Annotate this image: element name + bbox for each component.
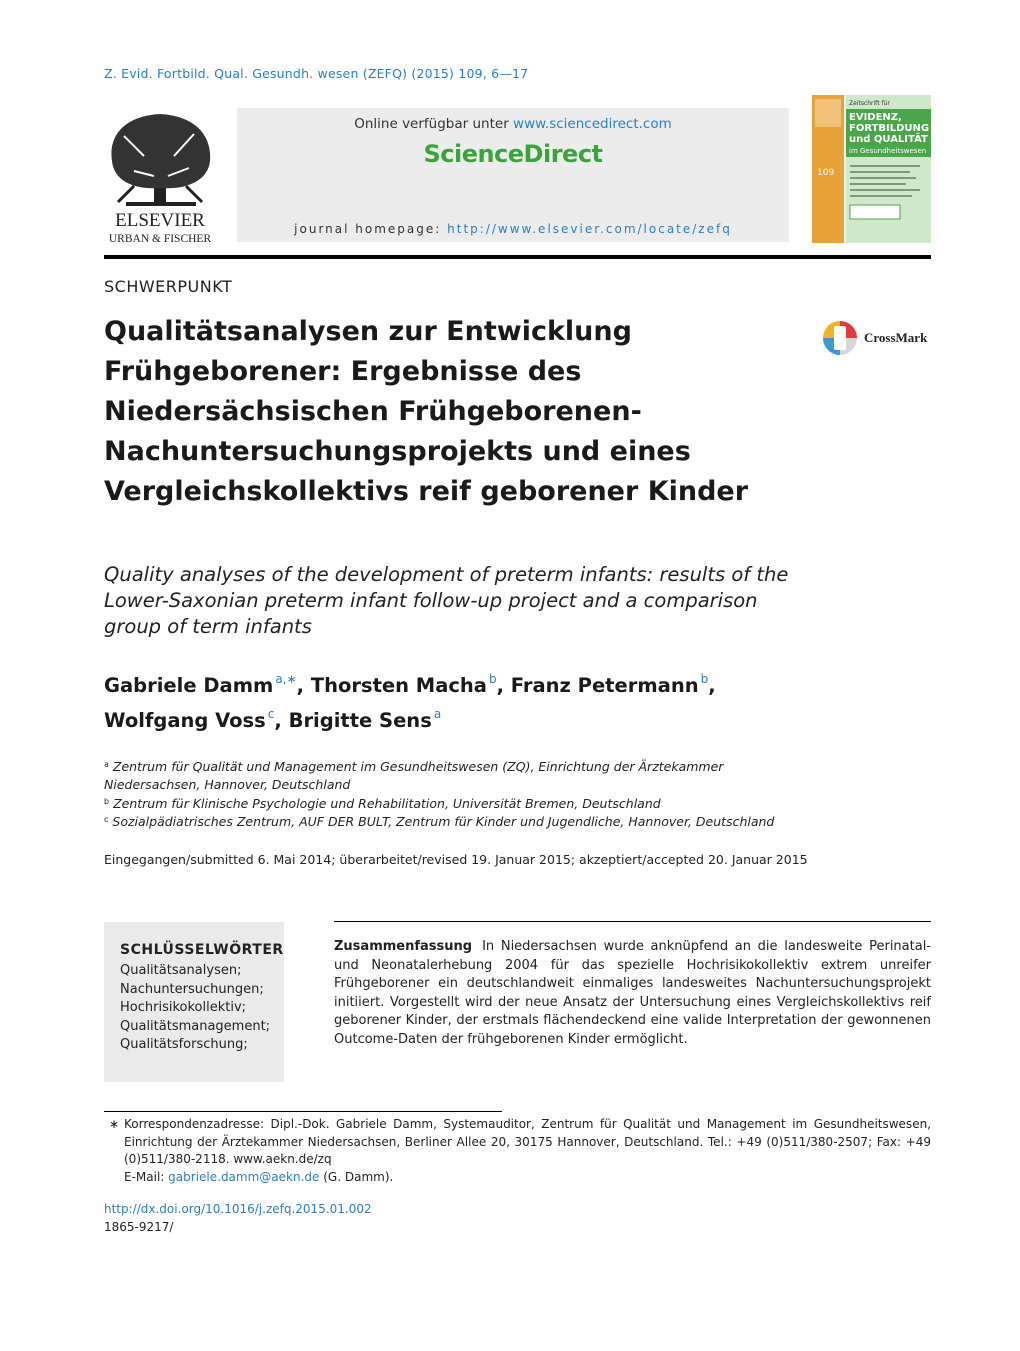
- section-label: SCHWERPUNKT: [104, 277, 233, 296]
- cover-line4: und QUALITÄT: [849, 134, 928, 145]
- keyword-item: Hochrisikokollektiv;: [120, 1000, 247, 1015]
- author-affiliation-mark[interactable]: a: [433, 707, 442, 721]
- journal-cover-image: [812, 95, 931, 243]
- crossmark-icon: [822, 318, 934, 358]
- affiliation-a: [104, 756, 804, 794]
- affiliation-b: [104, 793, 804, 813]
- affiliation-mark: b: [104, 797, 110, 806]
- author-list: [104, 665, 824, 735]
- online-availability: [237, 116, 789, 132]
- correspondence-footnote: [104, 1116, 931, 1186]
- author-affiliation-mark[interactable]: a,∗: [275, 672, 297, 686]
- publisher-name: ELSEVIER: [115, 210, 205, 231]
- title-english: Quality analyses of the development of preterm infants: results of the Lower-Saxonian preterm infant follow-up project and a comparison group of term infants: [104, 563, 789, 638]
- homepage-prefix: journal homepage:: [294, 222, 442, 236]
- email-link[interactable]: gabriele.damm@aekn.de: [168, 1169, 320, 1184]
- footnote-text: Korrespondenzadresse: Dipl.-Dok. Gabriele Damm, Systemauditor, Zentrum für Qualität und Management im Gesundheitswesen, Einrichtung der Ärztekammer Niedersachsen, Berliner Allee 20, 30175 Hannover, Deutschland. Tel.: +49 (0)511/380-2507; Fax: +49 (0)511/380-2118. www.aekn.de/zq: [124, 1117, 931, 1166]
- abstract: [334, 938, 931, 1049]
- affiliation-text: Sozialpädiatrisches Zentrum, AUF DER BULT, Zentrum für Kinder und Jugendliche, Hannover, Deutschland: [112, 814, 775, 829]
- abstract-text: In Niedersachsen wurde anknüpfend an die landesweite Perinatal- und Neonatalerhebung 2004 für das spezielle Hochrisikokollektiv extrem unreifer Frühgeborener ein deutschlandweit einmaliges landesweites Nachuntersuchungsprojekt initiiert. Vorgestellt wird der neue Ansatz der Untersuchung eines Vergleichskollektivs reif geborener Kinder, der erstmals flächendeckend eine valide Interpretation der gewonnenen Outcome-Daten der frühgeborenen Kinder ermöglicht.: [334, 939, 931, 1047]
- affiliation-c: [104, 811, 804, 831]
- keyword-item: Nachuntersuchungen;: [120, 981, 264, 997]
- cover-line3: FORTBILDUNG: [849, 123, 930, 134]
- affiliation-mark: a: [104, 760, 109, 769]
- author-affiliation-mark[interactable]: c: [267, 707, 275, 721]
- cover-issue: 109: [817, 168, 835, 178]
- author-affiliation-mark[interactable]: b: [488, 672, 497, 686]
- abstract-heading: Zusammenfassung: [334, 939, 473, 954]
- keywords-list: [120, 962, 270, 1055]
- author-name: Franz Petermann: [510, 674, 699, 697]
- journal-cover[interactable]: [812, 95, 931, 243]
- author-name: Gabriele Damm: [104, 674, 274, 697]
- keyword-item: Qualitätsmanagement;: [120, 1018, 271, 1034]
- sciencedirect-brand[interactable]: ScienceDirect: [423, 140, 603, 168]
- submission-dates: Eingegangen/submitted 6. Mai 2014; überarbeitet/revised 19. Januar 2015; akzeptiert/accepted 20. Januar 2015: [104, 852, 808, 867]
- journal-citation[interactable]: Z. Evid. Fortbild. Qual. Gesundh. wesen (ZEFQ) (2015) 109, 6—17: [104, 66, 529, 81]
- doi-link[interactable]: http://dx.doi.org/10.1016/j.zefq.2015.01.002: [104, 1202, 372, 1216]
- title-german: Qualitätsanalysen zur Entwicklung Frühgeborener: Ergebnisse des Niedersächsischen Frühgeborenen-Nachuntersuchungsprojekts und eines Vergleichskollektivs reif geborener Kinder: [104, 316, 749, 507]
- affiliation-text: Zentrum für Klinische Psychologie und Rehabilitation, Universität Bremen, Deutschland: [113, 796, 661, 811]
- email-label: E-Mail:: [124, 1169, 165, 1184]
- author-separator: ,: [296, 674, 311, 697]
- elsevier-logo: [104, 106, 216, 244]
- elsevier-tree-icon: [104, 106, 216, 244]
- keyword-item: Qualitätsanalysen;: [120, 963, 242, 978]
- crossmark-badge[interactable]: [822, 318, 934, 358]
- cover-line5: im Gesundheitswesen: [849, 147, 927, 155]
- footnote-rule: [104, 1111, 502, 1112]
- issn: 1865-9217/: [104, 1220, 174, 1234]
- email-suffix: (G. Damm).: [323, 1169, 394, 1184]
- crossmark-label: CrossMark: [864, 330, 928, 345]
- keywords-title: SCHLÜSSELWÖRTER: [120, 942, 284, 958]
- abstract-rule: [334, 921, 931, 922]
- author-name: Wolfgang Voss: [104, 709, 266, 732]
- cover-line2: EVIDENZ,: [849, 112, 902, 123]
- cover-line1: Zeitschrift für: [849, 100, 890, 107]
- author-name: Thorsten Macha: [310, 674, 487, 697]
- author-affiliation-mark[interactable]: b: [700, 672, 709, 686]
- journal-homepage: [237, 222, 789, 236]
- author-name: Brigitte Sens: [288, 709, 432, 732]
- online-prefix: Online verfügbar unter: [354, 116, 509, 132]
- sciencedirect-link[interactable]: www.sciencedirect.com: [513, 116, 672, 132]
- homepage-link[interactable]: http://www.elsevier.com/locate/zefq: [447, 222, 732, 236]
- header-rule: [104, 255, 931, 259]
- keyword-item: Qualitätsforschung;: [120, 1037, 248, 1052]
- affiliation-mark: c: [104, 815, 109, 824]
- author-separator: ,: [496, 674, 511, 697]
- footnote-marker: ∗: [108, 1117, 120, 1131]
- publisher-imprint: URBAN & FISCHER: [108, 233, 212, 244]
- affiliation-text: Zentrum für Qualität und Management im Gesundheitswesen (ZQ), Einrichtung der Ärztekammer Niedersachsen, Hannover, Deutschland: [104, 759, 724, 792]
- author-separator: ,: [274, 709, 289, 732]
- author-separator: ,: [708, 674, 716, 697]
